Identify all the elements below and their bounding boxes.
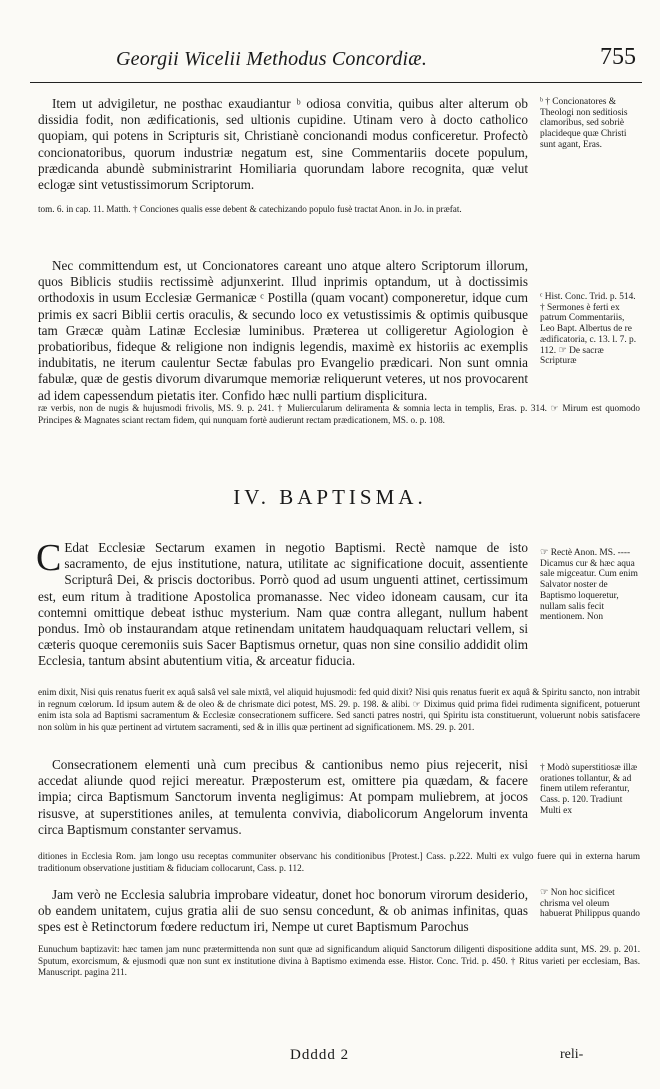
paragraph-1-text: Item ut advigiletur, ne posthac exaudiantur ᵇ odiosa convitia, quibus alter alterum ob dissidia fodit, non ædificationis, sed ultionis cupidine. Utinam vero à docto catholico quopiam, qui potens in Scripturis sit, Christianè concionandi modus conficeretur. Profectò concionatoribus, quorum industriæ negatum est, sine Commentariis docete populum, prædicanda abundè subministrarint Homiliaria quorundam labore recognita, quæ velut eclogæ sint vetustissimorum Scriptorum. [38,96,528,193]
paragraph-5-text: Jam verò ne Ecclesia salubria improbare videatur, donet hoc bonorum virorum desiderio, ob eandem unitatem, cujus gratia alii de suo sensu concedunt, & ob animas infinitas, quas spes est è Retinctorum fœdere reductum iri, Nempe ut curet Baptismum Parochus [38,887,528,935]
page-number: 755 [600,44,636,70]
margin-note-4: † Modò superstitiosæ illæ orationes tollantur, & ad finem utilem referantur, Cass. p. 120. Tradiunt Multi ex [540,763,638,816]
catchword: reli- [560,1047,584,1062]
paragraph-1 [38,96,528,193]
paragraph-4-text: Consecrationem elementi unà cum precibus & cantionibus nemo pius rejecerit, nisi accedat aliunde quod rejici mereatur. Præposterum est, omittere pia quædam, & facere impia; circa Baptismum Sanctorum inventa negligimus: At pompam muliebrem, at jocos risusve, at superstitiones aniles, at temulenta convivia, diabolicorum Angelorum inventa circa Baptismum constanter servamus. [38,757,528,837]
paragraph-4 [38,757,528,838]
footnote-3: enim dixit, Nisi quis renatus fuerit ex aquâ salsâ vel sale mixtâ, vel aliquid hujusmodi: fed quid dixit? Nisi quis renatus fuerit ex aquâ & Spiritu sancto, non intrabit in regnum cœlorum. Id ipsum autem & de oleo & de chrismate dici potest, MS. 29. p. 198. & alibi. ☞ Diximus quid prima fidei rudimenta significent, potuerunt enim ista sola ad Baptismi sacramentum & Ecclesiæ consecrationem sufficere. Sed sancti patres nostri, qui Spiritu ista constituerunt, voluerunt nobis satisfacere non solùm in his quæ pertinent ad virtutem sacramenti, sed & in illis quæ pertinent ad significationem. MS. 29. p. 201. [38,687,640,732]
paragraph-2-text: Nec committendum est, ut Concionatores careant uno atque altero Scriptorum illorum, quos Biblicis studiis rectissimè adjunxerint. Illud inprimis optandum, ut à doctissimis orthodoxis in usum Ecclesiæ Germanicæ ᶜ Postilla (quam vocant) componeretur, idque cum primis ex sacri Biblii certis oraculis, & secundo loco ex vetustissimis & optimis quibusque tam Græcæ quàm Latinæ Ecclesiæ luminibus. Præterea ut colligeretur Agiologion è probatioribus, fideque & religione non indignis legendis, maximè ex historiis ac exemplis indubitatis, ne iterum caulentur Sectæ fabulas pro Evangelio prædicari. Non sunt omnia fabulæ, quæ de gestis divorum divarumque memoriæ reliquerunt veteres, ut nos provocarent ad idem capessendum pietatis iter. Confido hæc nulli partium displicitura. [38,258,528,403]
paragraph-3-text: Edat Ecclesiæ Sectarum examen in negotio Baptismi. Rectè namque de isto sacramento, de ejus institutione, natura, utilitate ac significatione docuit, assentiente Scripturâ Dei, & priscis doctoribus. Porrò quod ad usum unguenti attinet, certissimum est, eum ritum à traditione Apostolica promanasse. Nec video idoneam causam, cur ita contemni omittique debeat isthuc mysterium. Nam quæ contra allegant, nullum habent pondus. Imò ob instaurandam atque retinendam unitatem haudquaquam reluctari vellem, si cæteris quoque ceremoniis suis Sacer Baptismus ornetur, quas non sine consilio addidit olim Ecclesia, tantum absint abutentium vitia, & arceatur fiducia. [38,540,528,669]
footnote-4: ditiones in Ecclesia Rom. jam longo usu receptas communiter observanc his conditionibus [Protest.] Cass. p.222. Multi ex vulgo fuere qui in externa harum traditionum observatione justitiam & fiduciam collocarunt, Cass. p. 112. [38,851,640,873]
footnote-1: tom. 6. in cap. 11. Matth. † Conciones qualis esse debent & catechizando populo fusè tractat Anon. in Jo. in præfat. [38,204,462,214]
margin-note-2: ᶜ Hist. Conc. Trid. p. 514. † Sermones è ferti ex patrum Commentariis, Leo Bapt. Albertus de re ædificatoria, c. 13. l. 7. p. 112. ☞ De sacræ Scripturæ [540,292,637,367]
signature-mark: Ddddd 2 [290,1047,350,1063]
paragraph-5 [38,887,528,936]
margin-note-3: ☞ Rectè Anon. MS. ---- Dicamus cur & hæc aqua sale migceatur. Cum enim Salvator noster de Baptismo loqueretur, nullam salis fecit mentionem. Non [540,548,638,623]
paragraph-2 [38,258,528,404]
running-header [30,44,642,83]
header-title: Georgii Wicelii Methodus Concordiæ. [116,48,428,70]
paragraph-3 [36,537,528,670]
section-heading: IV. BAPTISMA. [233,485,427,509]
margin-note-5: ☞ Non hoc sicificet chrisma vel oleum habuerat Philippus quando [540,888,640,920]
footnote-5: Eunuchum baptizavit: hæc tamen jam nunc prætermittenda non sunt quæ ad significandum aliquid Sanctorum diligenti dispositione addita sunt, MS. 29. p. 201. Sputum, exorcismum, & ejusmodi quæ non sunt ex institutione divina à Baptismo eximenda esse. Histor. Conc. Trid. p. 450. † Ritus varieti per ecclesiam, Bas. Manuscript. pagina 211. [38,944,640,978]
margin-note-1: ᵇ † Concionatores & Theologi non seditiosis clamoribus, sed sobriè placideque quæ Christi sunt agant, Eras. [540,97,628,150]
footnote-2: ræ verbis, non de nugis & hujusmodi frivolis, MS. 9. p. 241. † Muliercularum deliramenta & somnia lecta in templis, Eras. p. 314. ☞ Mirum est quomodo Principes & Magnates sciant rectam fidem, qui nunquam fortè audierunt rectam prædicationem, MS. o. p. 108. [38,403,640,425]
drop-cap: C [36,537,62,579]
